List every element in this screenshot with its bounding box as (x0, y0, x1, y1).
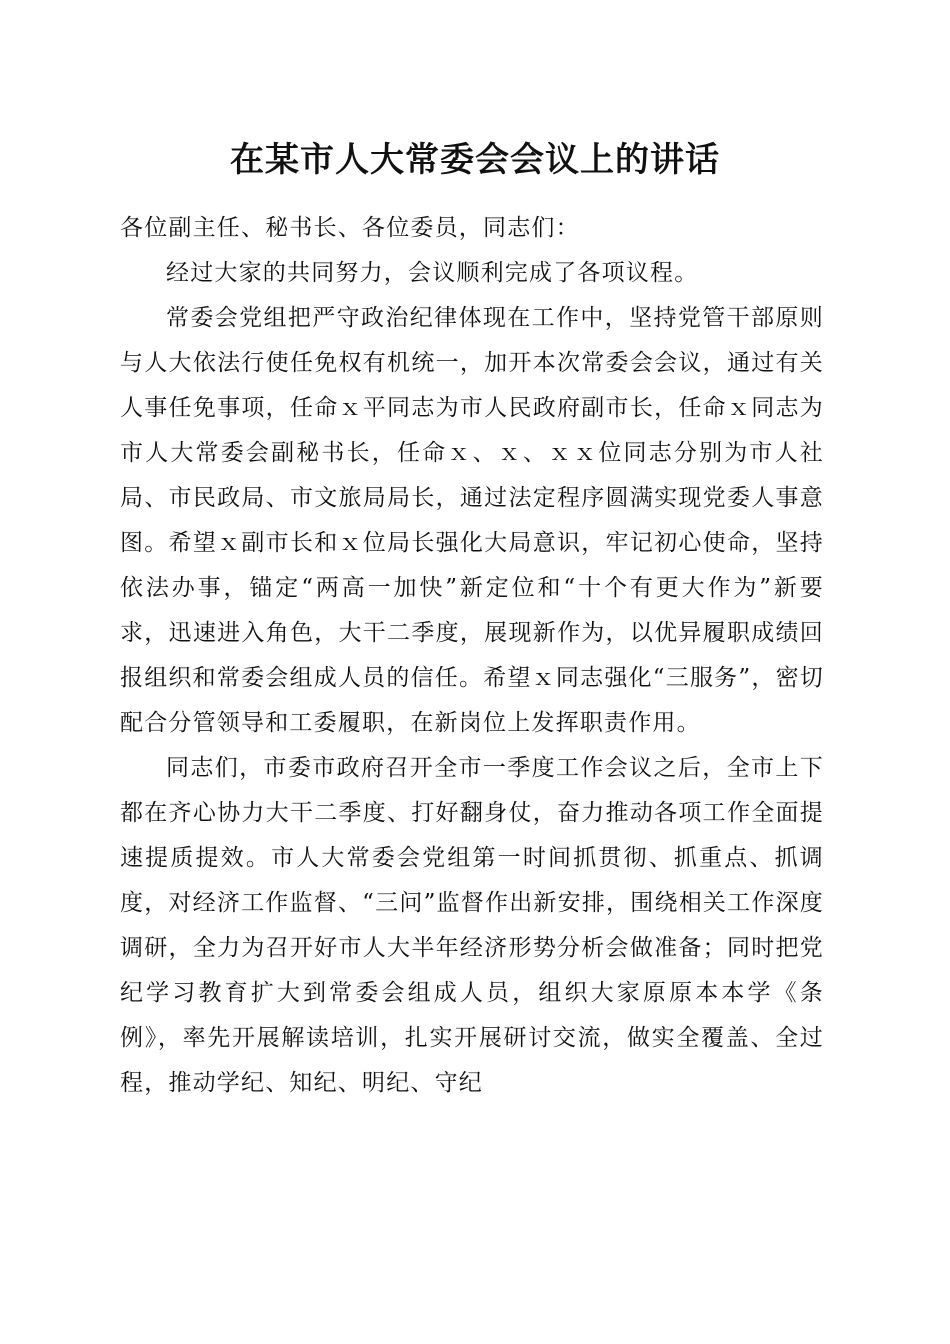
document-title: 在某市人大常委会会议上的讲话 (230, 140, 720, 180)
document-body (120, 206, 824, 1106)
paragraph-1: 经过大家的共同努力，会议顺利完成了各项议程。 (166, 260, 699, 286)
salutation: 各位副主任、秘书长、各位委员，同志们： (120, 215, 580, 241)
paragraph-3: 同志们，市委市政府召开全市一季度工作会议之后，全市上下都在齐心协力大干二季度、打好翻身仗，奋力推动各项工作全面提速提质提效。市人大常委会党组第一时间抓贯彻、抓重点、抓调度，对经济工作监督、“三问”监督作出新安排，围绕相关工作深度调研，全力为召开好市人大半年经济形势分析会做准备；同时把党纪学习教育扩大到常委会组成人员，组织大家原原本本学《条例》，率先开展解读培训，扎实开展研讨交流，做实全覆盖、全过程，推动学纪、知纪、明纪、守纪 (120, 755, 824, 1096)
paragraph-2: 常委会党组把严守政治纪律体现在工作中，坚持党管干部原则与人大依法行使任免权有机统一，加开本次常委会会议，通过有关人事任免事项，任命ｘ平同志为市人民政府副市长，任命ｘ同志为市人大常委会副秘书长，任命ｘ、ｘ、ｘｘ位同志分别为市人社局、市民政局、市文旅局局长，通过法定程序圆满实现党委人事意图。希望ｘ副市长和ｘ位局长强化大局意识，牢记初心使命，坚持依法办事，锚定“两高一加快”新定位和“十个有更大作为”新要求，迅速进入角色，大干二季度，展现新作为，以优异履职成绩回报组织和常委会组成人员的信任。希望ｘ同志强化“三服务”，密切配合分管领导和工委履职，在新岗位上发挥职责作用。 (120, 305, 824, 736)
